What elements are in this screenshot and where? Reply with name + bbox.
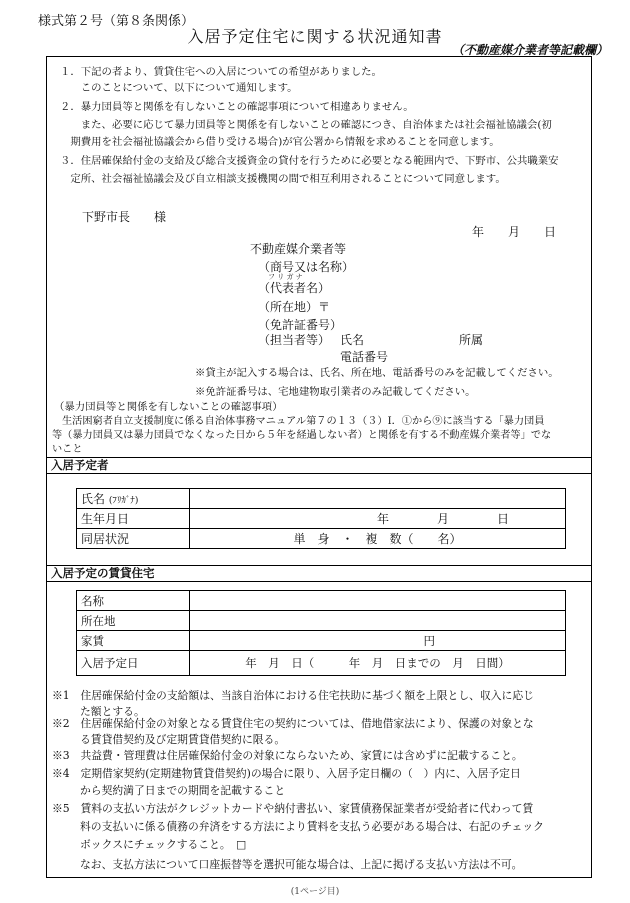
table-row	[77, 651, 566, 676]
intro-line-4: また、必要に応じて暴力団員等と関係を有しないことの確認につき、自治体または社会福祉協議会(初	[60, 119, 552, 131]
note-mark: ※3	[52, 749, 70, 762]
date-line: 年 月 日	[472, 225, 557, 239]
document-title: 入居予定住宅に関する状況通知書	[187, 27, 443, 46]
note-text: から契約満了日までの期間を記載すること	[80, 784, 286, 797]
note-text: る賃貸借契約及び定期賃貸借契約に限る。	[80, 733, 286, 746]
housing-movein-field[interactable]: 年 月 日（ 年 月 日までの 月 日間）	[190, 651, 566, 676]
agent-furigana: フ リ ガ ナ	[268, 273, 303, 281]
note-text: 定期借家契約(定期建物賃貸借契約)の場合に限り、入居予定日欄の（ ）内に、入居予定日	[80, 767, 521, 780]
table-row	[77, 509, 566, 529]
intro-line-7: 定所、社会福祉協議会及び自立相談支援機関の間で相互利用されることについて同意します。	[60, 173, 506, 185]
tenant-name-field[interactable]	[190, 489, 566, 509]
note-text: 住居確保給付金の支給額は、当該自治体における住宅扶助に基づく額を上限とし、収入に応じ	[80, 689, 534, 702]
agent-note-2: ※免許証番号は、宅地建物取引業者のみ記載してください。	[195, 386, 476, 398]
tenant-section-heading: 入居予定者	[47, 457, 591, 474]
note-item	[80, 857, 522, 874]
agent-note-1: ※貸主が記入する場合は、氏名、所在地、電話番号のみを記載してください。	[195, 367, 559, 379]
table-row	[77, 611, 566, 631]
housing-rent-field[interactable]: 円	[190, 631, 566, 651]
note-item	[80, 819, 544, 836]
agent-phone-label: 電話番号	[340, 350, 389, 364]
note-item	[80, 732, 285, 749]
agent-contact: （担当者等）	[258, 333, 331, 347]
confirmation-line-3: いこと	[52, 444, 83, 455]
note-item	[80, 837, 246, 854]
tenant-name-label-cell	[77, 489, 190, 509]
note-text: ボックスにチェックすること。 □	[80, 838, 247, 851]
tenant-household-label: 同居状況	[77, 529, 190, 549]
page-footer: (1ページ目)	[290, 887, 340, 897]
note-item	[52, 716, 534, 733]
confirmation-line-2: 等（暴力団員又は暴力団員でなくなった日から５年を経過しない者）と関係を有する不動産媒介業者等」でな	[52, 430, 552, 441]
housing-rent-label: 家賃	[77, 631, 190, 651]
housing-name-label: 名称	[77, 591, 190, 611]
note-text: た額とする。	[80, 705, 145, 718]
housing-section-heading: 入居予定の賃貸住宅	[47, 565, 591, 582]
agent-location: （所在地）〒	[258, 300, 331, 314]
agent-heading: 不動産媒介業者等	[250, 242, 347, 256]
document-subtitle: （不動産媒介業者等記載欄）	[451, 43, 608, 57]
tenant-household-field[interactable]: 単 身 ・ 複 数（ 名）	[190, 529, 566, 549]
confirmation-heading: （暴力団員等と関係を有しないことの確認事項）	[54, 401, 283, 413]
table-row	[77, 591, 566, 611]
intro-line-1: １．下記の者より、賃貸住宅への入居についての希望がありました。	[60, 66, 382, 78]
note-mark: ※4	[52, 767, 70, 780]
tenant-table	[76, 488, 566, 549]
table-row	[77, 529, 566, 549]
tenant-name-kana: (ﾌﾘｶﾞﾅ)	[108, 496, 139, 506]
agent-name-label: 氏名	[340, 333, 365, 347]
agent-trade-name: （商号又は名称）	[258, 260, 355, 274]
note-text: なお、支払方法について口座振替等を選択可能な場合は、上記に掲げる支払い方法は不可。	[80, 858, 523, 871]
note-mark: ※5	[52, 802, 70, 815]
form-number: 様式第２号（第８条関係）	[38, 14, 195, 29]
intro-line-3: ２．暴力団員等と関係を有しないことの確認事項について相違ありません。	[60, 101, 414, 113]
note-item	[52, 688, 534, 705]
addressee: 下野市長 様	[82, 210, 167, 224]
note-text: 住居確保給付金の対象となる賃貸住宅の契約については、借地借家法により、保護の対象とな	[80, 717, 534, 730]
agent-representative: （代表者名）	[258, 281, 331, 295]
tenant-dob-label: 生年月日	[77, 509, 190, 529]
note-item	[52, 801, 533, 818]
note-mark: ※1	[52, 689, 70, 702]
note-text: 共益費・管理費は住居確保給付金の対象にならないため、家賃には含めずに記載すること。	[80, 749, 523, 762]
intro-line-5: 期費用を社会福祉協議会から借り受ける場合)が官公署から情報を求めることを同意します。	[60, 136, 500, 148]
housing-address-field[interactable]	[190, 611, 566, 631]
confirmation-line-1: 生活困窮者自立支援制度に係る自治体事務マニュアル第７の１３（３）Ⅰ．①から⑨に該当する「暴力団員	[62, 416, 545, 427]
note-item	[52, 766, 521, 783]
housing-table	[76, 590, 566, 676]
intro-line-2: このことについて、以下について通知します。	[60, 82, 298, 94]
tenant-name-label: 氏名	[81, 492, 106, 506]
agent-dept-label: 所属	[459, 333, 484, 347]
note-item	[80, 783, 285, 800]
housing-name-field[interactable]	[190, 591, 566, 611]
note-text: 料の支払いに係る債務の弁済をする方法により賃料を支払う必要がある場合は、右記のチェック	[80, 820, 544, 833]
housing-movein-label: 入居予定日	[77, 651, 190, 676]
table-row	[77, 631, 566, 651]
housing-address-label: 所在地	[77, 611, 190, 631]
note-item	[52, 748, 523, 765]
note-text: 賃料の支払い方法がクレジットカードや納付書払い、家賃債務保証業者が受給者に代わって賃	[80, 802, 534, 815]
intro-line-6: ３．住居確保給付金の支給及び総合支援資金の貸付を行うために必要となる範囲内で、下野市、公共職業安	[60, 155, 559, 167]
note-mark: ※2	[52, 717, 70, 730]
agent-license: （免許証番号）	[258, 318, 343, 332]
tenant-dob-field[interactable]: 年 月 日	[190, 509, 566, 529]
table-row	[77, 489, 566, 509]
